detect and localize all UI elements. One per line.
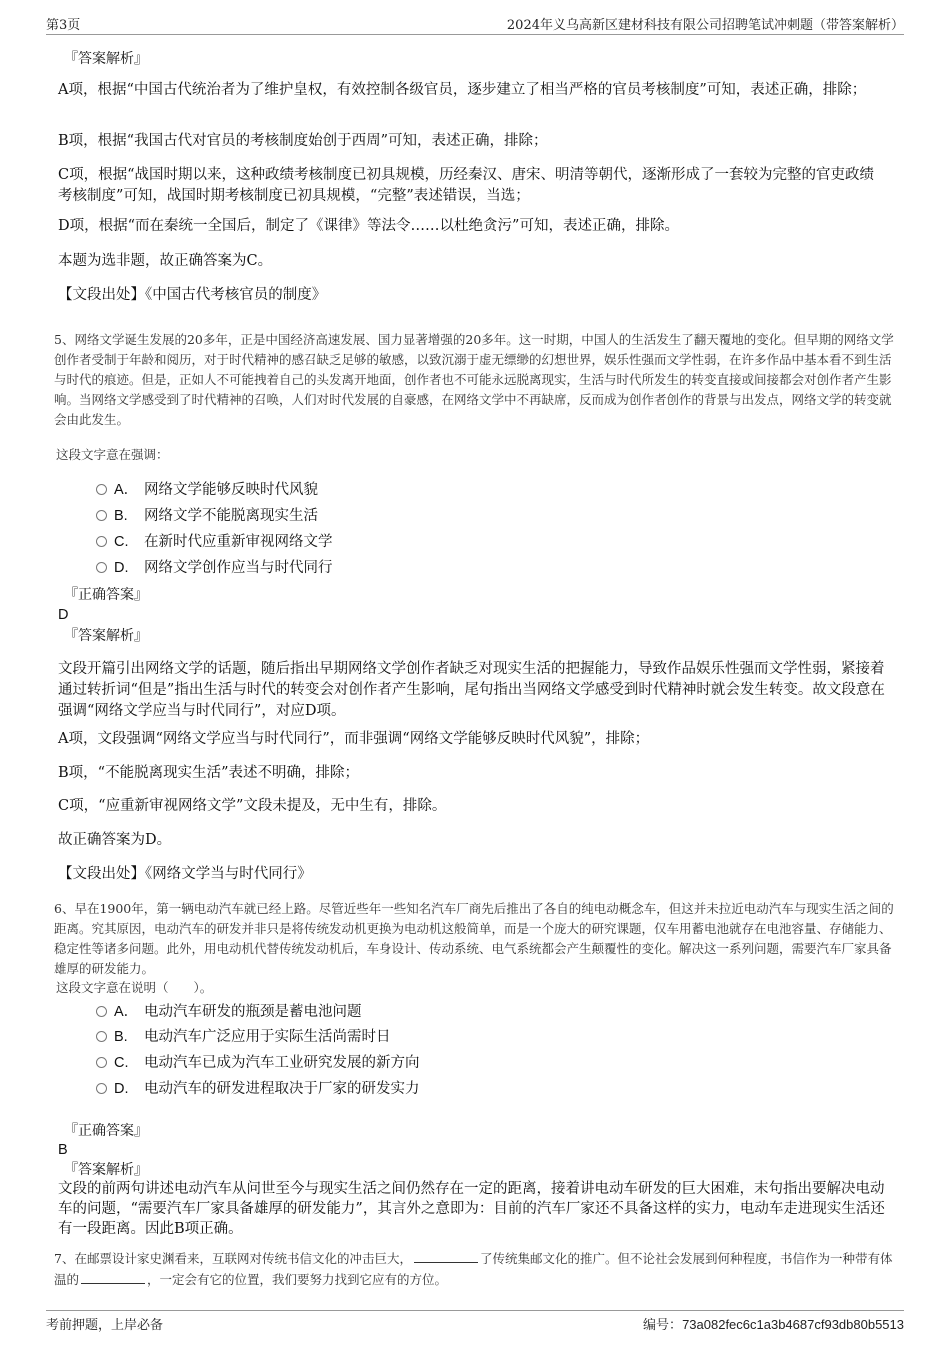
q4-analysis-a: A项，根据“中国古代统治者为了维护皇权，有效控制各级官员，逐步建立了相当严格的官员考核制度”可知，表述正确，排除；	[58, 82, 867, 98]
document-title: 2024年义乌高新区建材科技有限公司招聘笔试冲刺题（带答案解析）	[506, 18, 904, 33]
footer-slogan: 考前押题，上岸必备	[46, 1318, 164, 1333]
q6-option-c[interactable]: C. 电动汽车已成为汽车工业研究发展的新方向	[96, 1053, 420, 1073]
q6-answer: B	[58, 1142, 68, 1158]
page-number: 第3页	[46, 18, 81, 33]
radio-icon[interactable]	[96, 1057, 107, 1068]
q6-option-a[interactable]: A． 电动汽车研发的瓶颈是蓄电池问题	[96, 1002, 362, 1022]
q4-source: 【文段出处】《中国古代考核官员的制度》	[58, 287, 327, 303]
q6-question: 这段文字意在说明（ ）。	[56, 980, 213, 995]
q6-option-d[interactable]: D. 电动汽车的研发进程取决于厂家的研发实力	[96, 1079, 420, 1099]
q4-conclusion: 本题为选非题，故正确答案为C。	[58, 253, 273, 269]
radio-icon[interactable]	[96, 484, 107, 495]
q6-answer-tag: 『正确答案』	[64, 1123, 148, 1139]
header-divider	[46, 34, 904, 35]
q4-analysis-b: B项，根据“我国古代对官员的考核制度始创于西周”可知，表述正确，排除；	[58, 133, 548, 149]
q5-stem: 5、网络文学诞生发展的20多年，正是中国经济高速发展、国力显著增强的20多年。这一时期，中国人的生活发生了翻天覆地的变化。但早期的网络文学创作者受制于年龄和阅历，对于时代精神的感召缺乏足够的敏感，以致沉溺于虚无缥缈的幻想世界，娱乐性强而文学性弱，在许多作品中基本看不到生活与时代的痕迹。但是，正如人不可能拽着自己的头发离开地面，创作者也不可能永远脱离现实，生活与时代所发生的转变直接或间接都会对创作者产生影响。当网络文学感受到了时代精神的召唤，人们对时代发展的自豪感，在网络文学中不再缺席，反而成为创作者创作的背景与出发点，网络文学的转变就会由此发生。	[54, 332, 894, 427]
q4-analysis-tag: 『答案解析』	[64, 51, 148, 67]
radio-icon[interactable]	[96, 536, 107, 547]
q5-analysis-b: B项，“不能脱离现实生活”表述不明确，排除；	[58, 765, 359, 781]
q5-source: 【文段出处】《网络文学当与时代同行》	[58, 866, 312, 882]
footer-code: 编号：73a082fec6c1a3b4687cf93db80b5513	[643, 1317, 904, 1333]
q5-answer: D	[58, 607, 69, 623]
q5-analysis-a: A项，文段强调“网络文学应当与时代同行”，而非强调“网络文学能够反映时代风貌”，排除；	[58, 731, 650, 747]
q6-option-b[interactable]: B. 电动汽车广泛应用于实际生活尚需时日	[96, 1027, 391, 1047]
radio-icon[interactable]	[96, 510, 107, 521]
q5-analysis-tag: 『答案解析』	[64, 628, 148, 644]
q4-analysis-c: C项，根据“战国时期以来，这种政绩考核制度已初具规模，历经秦汉、唐宋、明清等朝代，逐渐形成了一套较为完整的官吏政绩考核制度”可知，战国时期考核制度已初具规模，“完整”表述错误，当选；	[58, 167, 875, 204]
q7-blank-2[interactable]	[81, 1269, 145, 1284]
q4-analysis-d: D项，根据“而在秦统一全国后，制定了《课律》等法令……以杜绝贪污”可知，表述正确，排除。	[58, 218, 679, 234]
q5-conclusion: 故正确答案为D。	[58, 832, 172, 848]
q6-analysis-tag: 『答案解析』	[64, 1162, 148, 1178]
page-header	[46, 14, 904, 32]
q5-analysis: 文段开篇引出网络文学的话题，随后指出早期网络文学创作者缺乏对现实生活的把握能力，导致作品娱乐性强而文学性弱，紧接着通过转折词“但是”指出生活与时代的转变会对创作者产生影响，尾句指出当网络文学感受到时代精神时就会发生转变。故文段意在强调“网络文学应当与时代同行”，对应D项。	[58, 661, 885, 719]
q5-question: 这段文字意在强调：	[56, 447, 169, 462]
q5-option-a[interactable]: A． 网络文学能够反映时代风貌	[96, 480, 318, 500]
q5-analysis-c: C项，“应重新审视网络文学”文段未提及，无中生有，排除。	[58, 798, 447, 814]
footer-divider	[46, 1310, 904, 1311]
q5-option-c[interactable]: C. 在新时代应重新审视网络文学	[96, 532, 333, 552]
radio-icon[interactable]	[96, 562, 107, 573]
q5-option-d[interactable]: D. 网络文学创作应当与时代同行	[96, 558, 333, 578]
radio-icon[interactable]	[96, 1006, 107, 1017]
q7-stem: 7、在邮票设计家史渊看来，互联网对传统书信文化的冲击巨大， 了传统集邮文化的推广。但不论社会发展到何种程度，书信作为一种带有体温的 ，一定会有它的位置，我们要努力找到它应有的方位。	[54, 1248, 902, 1290]
q7-blank-1[interactable]	[414, 1248, 478, 1263]
q5-option-b[interactable]: B. 网络文学不能脱离现实生活	[96, 506, 318, 526]
q5-answer-tag: 『正确答案』	[64, 587, 148, 603]
radio-icon[interactable]	[96, 1083, 107, 1094]
radio-icon[interactable]	[96, 1031, 107, 1042]
q6-stem: 6、早在1900年，第一辆电动汽车就已经上路。尽管近些年一些知名汽车厂商先后推出了各自的纯电动概念车，但这并未拉近电动汽车与现实生活之间的距离。究其原因，电动汽车的研发并非只是将传统发动机更换为电动机这般简单，而是一个庞大的研究课题，仅车用蓄电池就存在电池容量、存储能力、稳定性等诸多问题。此外，用电动机代替传统发动机后，车身设计、传动系统、电气系统都会产生颠覆性的变化。解决这一系列问题，需要汽车厂家具备雄厚的研发能力。	[54, 901, 894, 976]
q6-analysis: 文段的前两句讲述电动汽车从问世至今与现实生活之间仍然存在一定的距离，接着讲电动车研发的巨大困难，末句指出要解决电动车的问题，“需要汽车厂家具备雄厚的研发能力”，其言外之意即为：目前的汽车厂家还不具备这样的实力，电动车走进现实生活还有一段距离。因此B项正确。	[58, 1181, 885, 1237]
